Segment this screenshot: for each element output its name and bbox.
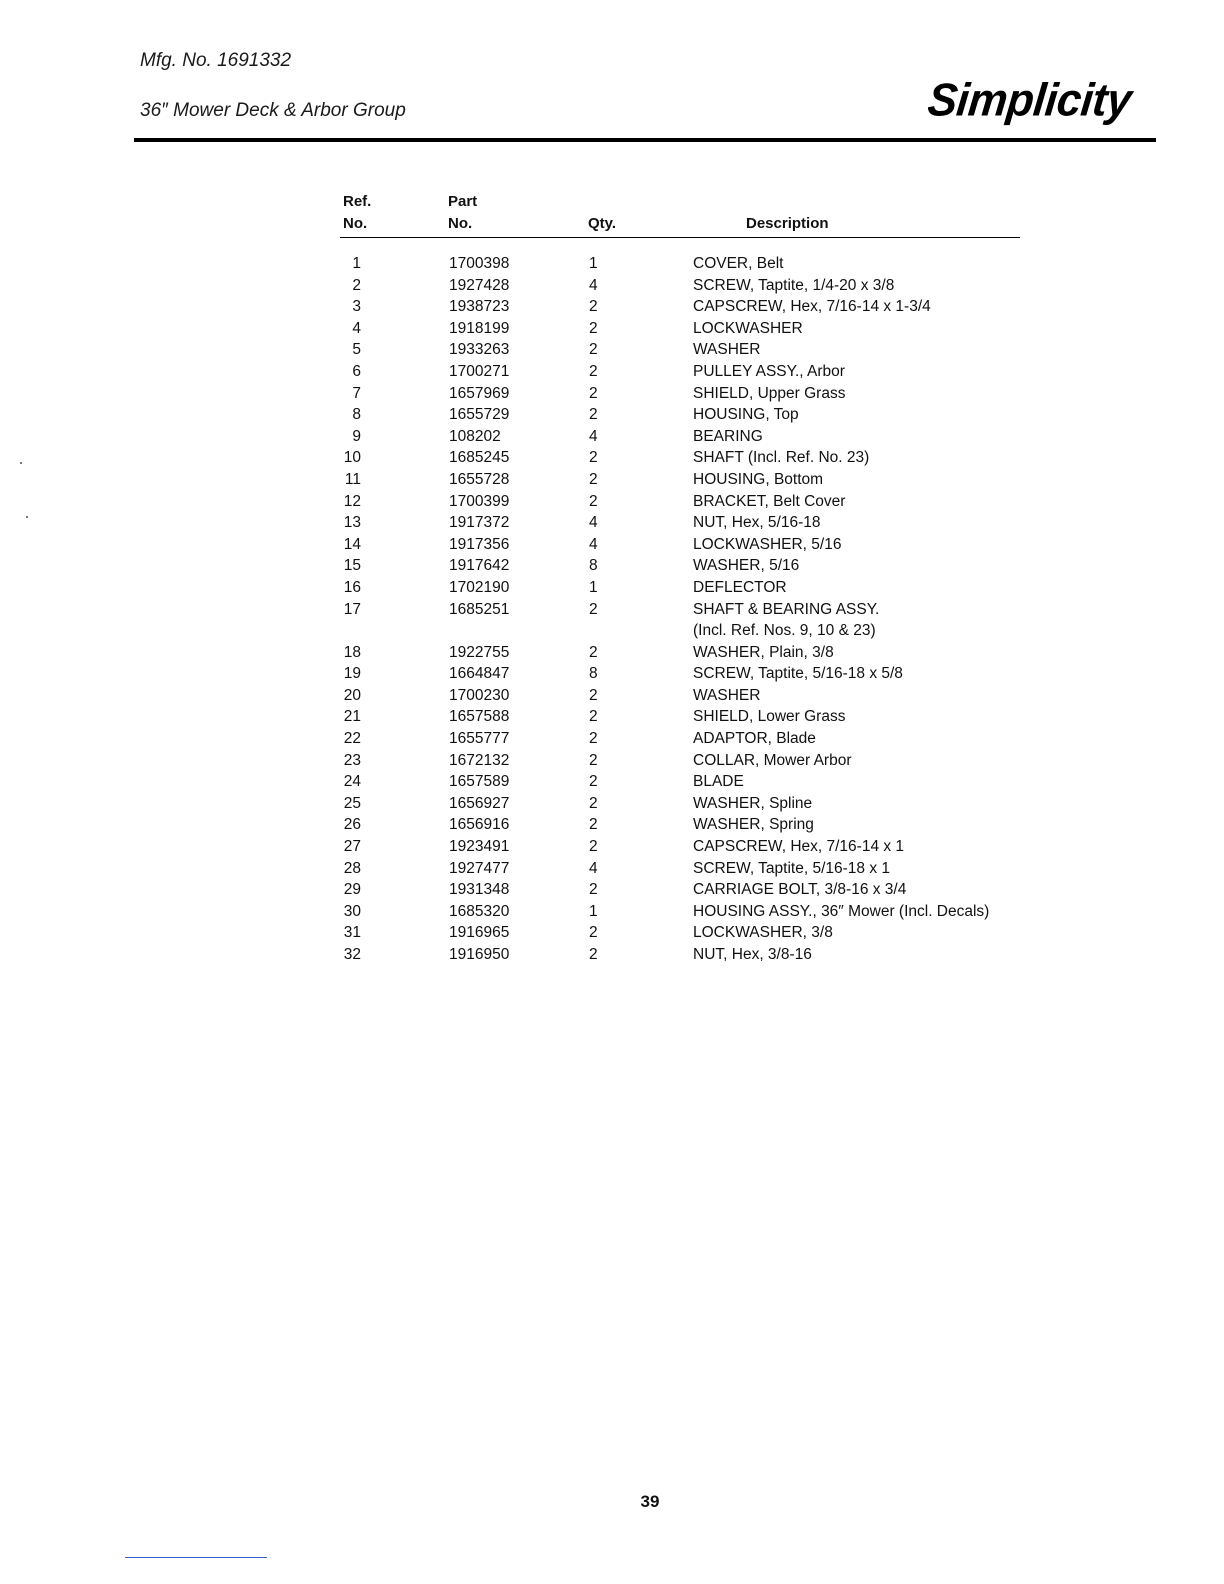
qty-cell: 2 <box>589 881 598 899</box>
table-row <box>0 665 1224 687</box>
qty-cell: 2 <box>589 773 598 791</box>
ref-cell: 26 <box>343 816 361 834</box>
part-number-cell: 1700230 <box>449 686 510 704</box>
qty-cell: 2 <box>589 838 598 856</box>
table-row <box>0 946 1224 968</box>
description-cell: WASHER, Plain, 3/8 <box>693 643 834 661</box>
group-title: 36″ Mower Deck & Arbor Group <box>140 100 406 121</box>
description-cell: SHAFT & BEARING ASSY. <box>693 600 880 618</box>
description-cell: CAPSCREW, Hex, 7/16-14 x 1-3/4 <box>693 298 931 316</box>
table-row <box>0 341 1224 363</box>
part-number-cell: 108202 <box>449 427 501 445</box>
description-cell: LOCKWASHER <box>693 319 803 337</box>
table-row <box>0 795 1224 817</box>
ref-cell: 6 <box>352 362 361 380</box>
description-cell: WASHER, Spring <box>693 816 814 834</box>
description-cell: ADAPTOR, Blade <box>693 730 816 748</box>
description-cell: PULLEY ASSY., Arbor <box>693 362 845 380</box>
part-number-cell: 1916965 <box>449 924 510 942</box>
table-row <box>0 773 1224 795</box>
qty-cell: 2 <box>589 362 598 380</box>
ref-header-line2: No. <box>343 215 368 232</box>
description-cell: CARRIAGE BOLT, 3/8-16 x 3/4 <box>693 881 907 899</box>
table-row <box>0 320 1224 342</box>
qty-cell: 2 <box>589 492 598 510</box>
part-number-cell: 1700399 <box>449 492 510 510</box>
part-number-cell: 1916950 <box>449 946 510 963</box>
ref-cell: 11 <box>344 470 361 488</box>
table-row <box>0 816 1224 838</box>
part-number-cell: 1917372 <box>449 514 510 532</box>
part-header-line2: No. <box>448 215 473 232</box>
description-cell: BRACKET, Belt Cover <box>693 492 846 510</box>
qty-cell: 2 <box>589 643 598 661</box>
table-row <box>0 493 1224 515</box>
description-cell: HOUSING, Top <box>693 406 799 424</box>
table-row <box>0 428 1224 450</box>
description-header: Description <box>746 215 829 232</box>
table-row <box>0 536 1224 558</box>
qty-cell: 2 <box>589 686 598 704</box>
ref-cell: 9 <box>352 427 361 445</box>
description-cell: WASHER <box>693 341 761 359</box>
description-cell: BLADE <box>693 773 744 791</box>
qty-cell: 4 <box>589 276 598 294</box>
ref-cell: 23 <box>343 751 361 769</box>
table-row <box>0 514 1224 536</box>
table-row <box>0 924 1224 946</box>
qty-cell: 8 <box>589 557 598 575</box>
part-number-cell: 1657969 <box>449 384 510 402</box>
description-cell: WASHER <box>693 686 761 704</box>
ref-cell: 25 <box>343 794 361 812</box>
part-number-cell: 1927477 <box>449 859 510 877</box>
qty-cell: 8 <box>589 665 598 683</box>
part-number-cell: 1918199 <box>449 319 510 337</box>
description-cell: NUT, Hex, 3/8-16 <box>693 946 812 963</box>
ref-cell: 12 <box>343 492 361 510</box>
part-number-cell: 1657588 <box>449 708 510 726</box>
description-cell: WASHER, 5/16 <box>693 557 800 575</box>
table-row <box>0 708 1224 730</box>
table-row <box>0 644 1224 666</box>
qty-cell: 4 <box>589 535 598 553</box>
scan-speck <box>26 516 28 518</box>
table-row <box>0 903 1224 925</box>
table-row <box>0 557 1224 579</box>
description-cell: LOCKWASHER, 3/8 <box>693 924 833 942</box>
table-row <box>0 838 1224 860</box>
ref-header-line1: Ref. <box>343 193 372 210</box>
part-number-cell: 1702190 <box>449 578 510 596</box>
table-row <box>0 601 1224 623</box>
ref-cell: 20 <box>343 686 361 704</box>
part-number-cell: 1664847 <box>449 665 510 683</box>
qty-cell: 2 <box>589 384 598 402</box>
qty-cell: 1 <box>589 578 598 596</box>
ref-cell: 8 <box>352 406 361 424</box>
table-row <box>0 255 1224 277</box>
qty-cell: 1 <box>589 255 598 272</box>
part-number-cell: 1685320 <box>449 902 510 920</box>
ref-cell: 10 <box>343 449 361 467</box>
ref-cell: 15 <box>343 557 361 575</box>
table-header-rule <box>340 237 1020 238</box>
part-number-cell: 1672132 <box>449 751 510 769</box>
table-row <box>0 687 1224 709</box>
part-number-cell: 1657589 <box>449 773 510 791</box>
table-row <box>0 406 1224 428</box>
part-number-cell: 1917642 <box>449 557 510 575</box>
ref-cell: 27 <box>343 838 361 856</box>
table-row <box>0 449 1224 471</box>
qty-cell: 2 <box>589 708 598 726</box>
description-cell: SCREW, Taptite, 5/16-18 x 5/8 <box>693 665 903 683</box>
part-number-cell: 1700271 <box>449 362 510 380</box>
ref-cell: 30 <box>343 902 361 920</box>
qty-header: Qty. <box>588 215 617 232</box>
description-cell: HOUSING ASSY., 36″ Mower (Incl. Decals) <box>693 902 990 920</box>
description-cell: COLLAR, Mower Arbor <box>693 751 852 769</box>
table-row <box>0 860 1224 882</box>
ref-cell: 28 <box>343 859 361 877</box>
ref-cell: 22 <box>343 730 361 748</box>
part-number-cell: 1927428 <box>449 276 510 294</box>
qty-cell: 2 <box>589 946 598 963</box>
mfg-number: Mfg. No. 1691332 <box>140 50 292 71</box>
table-row <box>0 277 1224 299</box>
ref-cell: 24 <box>343 773 361 791</box>
qty-cell: 4 <box>589 859 598 877</box>
qty-cell: 2 <box>589 730 598 748</box>
part-header-line1: Part <box>448 193 478 210</box>
description-cell: CAPSCREW, Hex, 7/16-14 x 1 <box>693 838 905 856</box>
ref-cell: 13 <box>343 514 361 532</box>
part-number-cell: 1922755 <box>449 643 510 661</box>
part-number-cell: 1931348 <box>449 881 510 899</box>
part-number-cell: 1656916 <box>449 816 510 834</box>
part-number-cell: 1917356 <box>449 535 510 553</box>
ref-cell: 32 <box>343 946 361 963</box>
table-row <box>0 579 1224 601</box>
part-number-cell: 1656927 <box>449 794 510 812</box>
qty-cell: 2 <box>589 449 598 467</box>
part-number-cell: 1933263 <box>449 341 510 359</box>
description-cell: SHAFT (Incl. Ref. No. 23) <box>693 449 870 467</box>
qty-cell: 2 <box>589 751 598 769</box>
ref-cell: 19 <box>343 665 361 683</box>
footer-divider <box>125 1557 267 1558</box>
qty-cell: 4 <box>589 427 598 445</box>
description-cell: SCREW, Taptite, 5/16-18 x 1 <box>693 859 891 877</box>
ref-cell: 31 <box>343 924 361 942</box>
part-number-cell: 1685245 <box>449 449 510 467</box>
part-number-cell: 1685251 <box>449 600 510 618</box>
description-cell: SHIELD, Lower Grass <box>693 708 846 726</box>
ref-cell: 18 <box>343 643 361 661</box>
qty-cell: 2 <box>589 600 598 618</box>
description-cell: LOCKWASHER, 5/16 <box>693 535 842 553</box>
ref-cell: 21 <box>343 708 361 726</box>
qty-cell: 2 <box>589 341 598 359</box>
qty-cell: 1 <box>589 902 598 920</box>
table-row <box>0 471 1224 493</box>
page-number: 39 <box>640 1492 660 1511</box>
qty-cell: 2 <box>589 406 598 424</box>
table-row <box>0 298 1224 320</box>
description-cell: WASHER, Spline <box>693 794 813 812</box>
ref-cell: 4 <box>352 319 361 337</box>
qty-cell: 4 <box>589 514 598 532</box>
description-cell: COVER, Belt <box>693 255 784 272</box>
qty-cell: 2 <box>589 924 598 942</box>
description-cell: NUT, Hex, 5/16-18 <box>693 514 821 532</box>
ref-cell: 5 <box>352 341 361 359</box>
qty-cell: 2 <box>589 298 598 316</box>
ref-cell: 14 <box>343 535 361 553</box>
table-row <box>0 385 1224 407</box>
description-cell-continued: (Incl. Ref. Nos. 9, 10 & 23) <box>693 622 876 640</box>
parts-table <box>0 255 1224 968</box>
description-cell: SCREW, Taptite, 1/4-20 x 3/8 <box>693 276 895 294</box>
ref-cell: 29 <box>343 881 361 899</box>
part-number-cell: 1938723 <box>449 298 510 316</box>
part-number-cell: 1655777 <box>449 730 510 748</box>
part-number-cell: 1700398 <box>449 255 510 272</box>
table-row <box>0 363 1224 385</box>
qty-cell: 2 <box>589 470 598 488</box>
ref-cell: 2 <box>352 276 361 294</box>
simplicity-logo: Simplicity <box>925 74 1134 127</box>
part-number-cell: 1655728 <box>449 470 510 488</box>
ref-cell: 16 <box>343 578 361 596</box>
table-row <box>0 881 1224 903</box>
table-row <box>0 730 1224 752</box>
qty-cell: 2 <box>589 319 598 337</box>
ref-cell: 1 <box>352 255 361 272</box>
qty-cell: 2 <box>589 816 598 834</box>
scan-speck <box>20 462 22 464</box>
ref-cell: 3 <box>352 298 361 316</box>
ref-cell: 17 <box>343 600 361 618</box>
description-cell: BEARING <box>693 427 763 445</box>
description-cell: HOUSING, Bottom <box>693 470 824 488</box>
table-row <box>0 752 1224 774</box>
header-rule <box>134 138 1156 142</box>
description-cell: DEFLECTOR <box>693 578 787 596</box>
part-number-cell: 1655729 <box>449 406 510 424</box>
qty-cell: 2 <box>589 794 598 812</box>
table-row-continuation <box>0 622 1224 644</box>
part-number-cell: 1923491 <box>449 838 510 856</box>
description-cell: SHIELD, Upper Grass <box>693 384 846 402</box>
ref-cell: 7 <box>352 384 361 402</box>
